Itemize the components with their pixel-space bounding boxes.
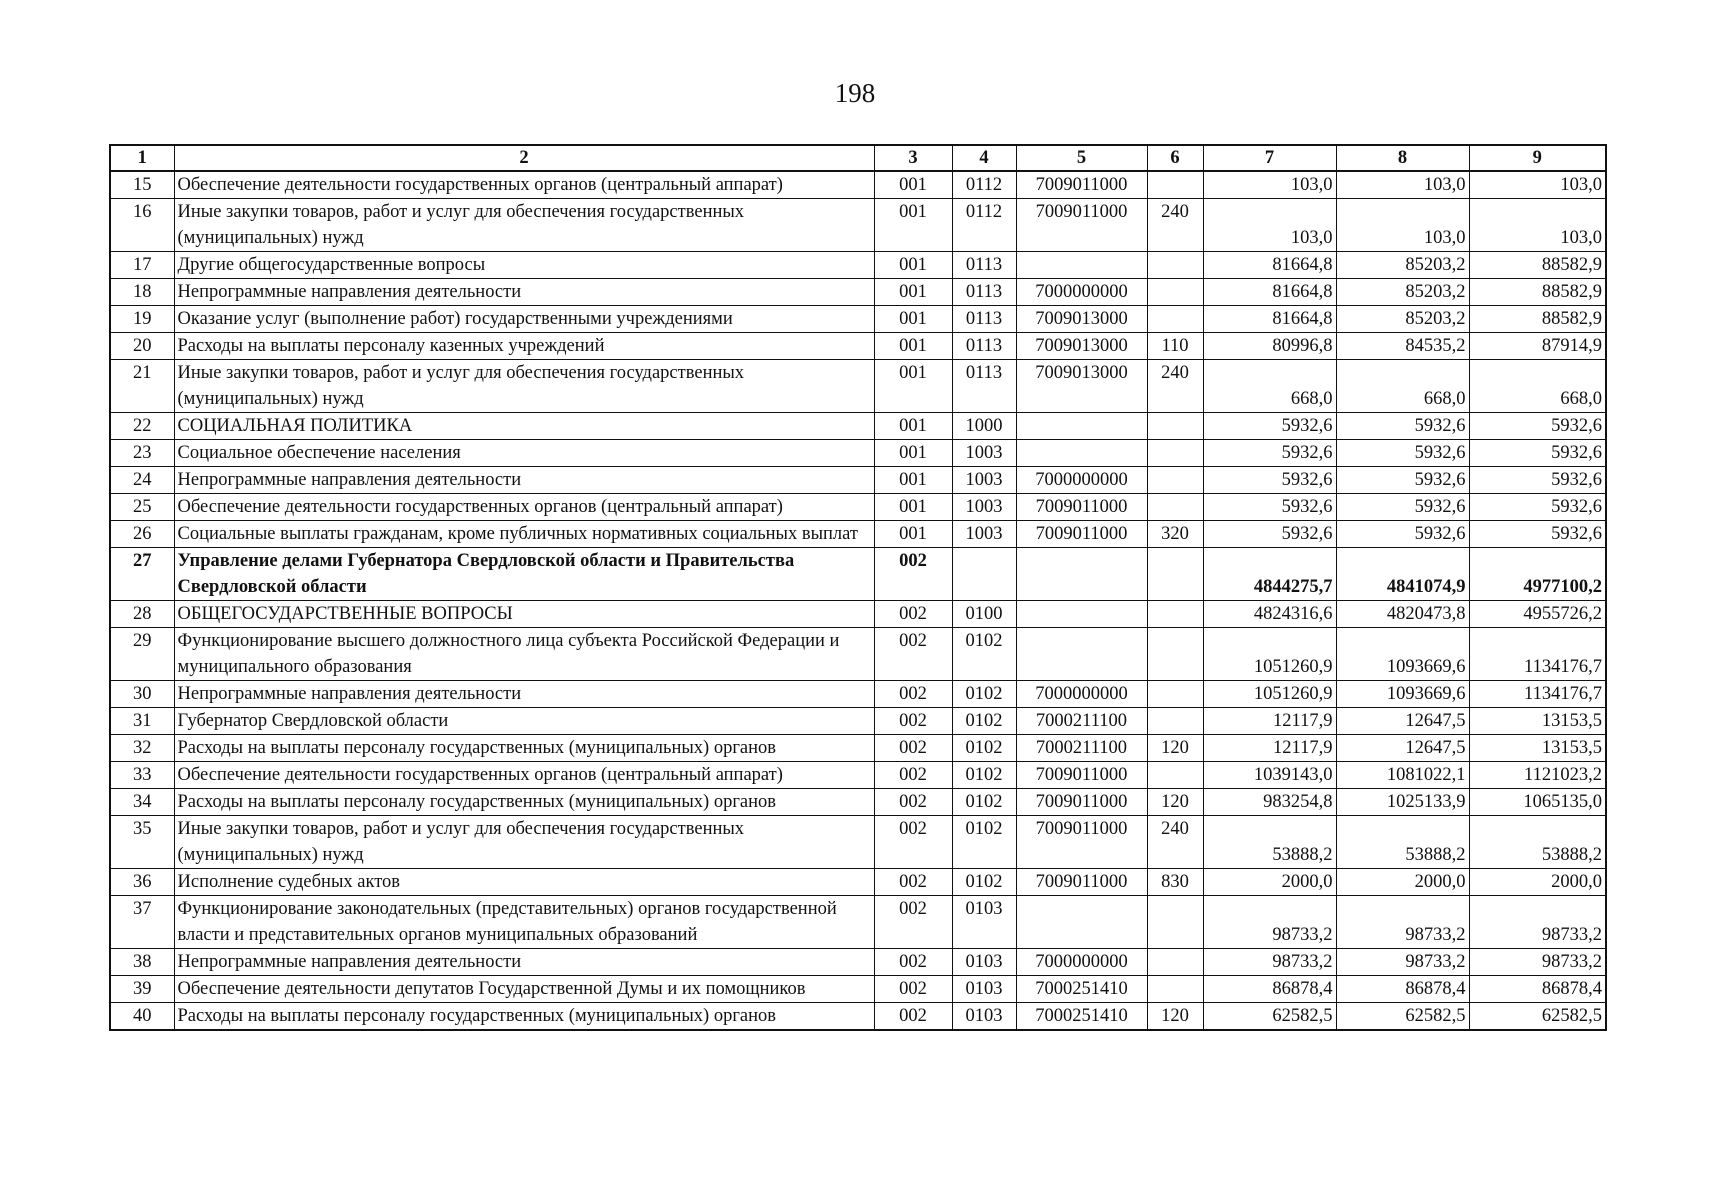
item-name-cell: Расходы на выплаты персоналу государственных (муниципальных) органов — [174, 1003, 874, 1031]
amount-cell-year1: 5932,6 — [1203, 467, 1336, 494]
amount-cell-year1: 5932,6 — [1203, 521, 1336, 548]
amount-cell-year1: 1051260,9 — [1203, 681, 1336, 708]
expense-type-cell — [1147, 467, 1203, 494]
amount-cell-year3: 87914,9 — [1469, 333, 1606, 360]
target-code-cell: 7009011000 — [1016, 789, 1147, 816]
item-name-cell: Социальное обеспечение населения — [174, 440, 874, 467]
item-name-cell: Иные закупки товаров, работ и услуг для обеспечения государственных (муниципальных) нужд — [174, 360, 874, 413]
column-header: 4 — [952, 145, 1016, 171]
table-row — [110, 199, 1606, 252]
section-code-cell: 1003 — [952, 494, 1016, 521]
table-row — [110, 171, 1606, 199]
expense-type-cell — [1147, 279, 1203, 306]
amount-cell-year1: 98733,2 — [1203, 949, 1336, 976]
expense-type-cell — [1147, 896, 1203, 949]
target-code-cell — [1016, 628, 1147, 681]
table-row — [110, 440, 1606, 467]
target-code-cell: 7009013000 — [1016, 333, 1147, 360]
amount-cell-year1: 12117,9 — [1203, 735, 1336, 762]
expense-type-cell — [1147, 413, 1203, 440]
ministry-code-cell: 002 — [874, 789, 952, 816]
section-code-cell: 0102 — [952, 735, 1016, 762]
column-header: 5 — [1016, 145, 1147, 171]
item-name-cell: Губернатор Свердловской области — [174, 708, 874, 735]
expense-type-cell — [1147, 681, 1203, 708]
section-code-cell: 0103 — [952, 896, 1016, 949]
amount-cell-year2: 1093669,6 — [1336, 628, 1469, 681]
expense-type-cell — [1147, 252, 1203, 279]
section-code-cell: 0102 — [952, 681, 1016, 708]
amount-cell-year2: 1081022,1 — [1336, 762, 1469, 789]
table-row — [110, 708, 1606, 735]
amount-cell-year3: 88582,9 — [1469, 252, 1606, 279]
target-code-cell: 7000000000 — [1016, 279, 1147, 306]
amount-cell-year2: 98733,2 — [1336, 949, 1469, 976]
target-code-cell — [1016, 896, 1147, 949]
table-row — [110, 333, 1606, 360]
amount-cell-year1: 53888,2 — [1203, 816, 1336, 869]
expense-type-cell: 120 — [1147, 789, 1203, 816]
amount-cell-year1: 81664,8 — [1203, 279, 1336, 306]
row-number-cell: 24 — [110, 467, 174, 494]
amount-cell-year1: 81664,8 — [1203, 252, 1336, 279]
item-name-cell: Функционирование высшего должностного лица субъекта Российской Федерации и муниципального образования — [174, 628, 874, 681]
target-code-cell: 7009011000 — [1016, 869, 1147, 896]
section-code-cell: 1003 — [952, 440, 1016, 467]
section-code-cell: 0113 — [952, 306, 1016, 333]
expense-type-cell: 240 — [1147, 816, 1203, 869]
amount-cell-year2: 12647,5 — [1336, 735, 1469, 762]
section-code-cell: 0113 — [952, 333, 1016, 360]
amount-cell-year3: 88582,9 — [1469, 306, 1606, 333]
expense-type-cell: 240 — [1147, 360, 1203, 413]
amount-cell-year1: 983254,8 — [1203, 789, 1336, 816]
ministry-code-cell: 002 — [874, 816, 952, 869]
ministry-code-cell: 002 — [874, 708, 952, 735]
amount-cell-year2: 1025133,9 — [1336, 789, 1469, 816]
amount-cell-year3: 5932,6 — [1469, 467, 1606, 494]
section-code-cell: 0102 — [952, 789, 1016, 816]
table-row — [110, 976, 1606, 1003]
item-name-cell: Непрограммные направления деятельности — [174, 681, 874, 708]
item-name-cell: Функционирование законодательных (представительных) органов государственной власти и представительных органов муниципальных образований — [174, 896, 874, 949]
item-name-cell: Управление делами Губернатора Свердловской области и Правительства Свердловской области — [174, 548, 874, 601]
row-number-cell: 39 — [110, 976, 174, 1003]
ministry-code-cell: 002 — [874, 735, 952, 762]
item-name-cell: СОЦИАЛЬНАЯ ПОЛИТИКА — [174, 413, 874, 440]
amount-cell-year2: 4820473,8 — [1336, 601, 1469, 628]
row-number-cell: 30 — [110, 681, 174, 708]
amount-cell-year1: 668,0 — [1203, 360, 1336, 413]
item-name-cell: Исполнение судебных актов — [174, 869, 874, 896]
target-code-cell: 7000251410 — [1016, 976, 1147, 1003]
target-code-cell — [1016, 440, 1147, 467]
row-number-cell: 16 — [110, 199, 174, 252]
row-number-cell: 19 — [110, 306, 174, 333]
ministry-code-cell: 002 — [874, 1003, 952, 1031]
row-number-cell: 15 — [110, 171, 174, 199]
column-header: 9 — [1469, 145, 1606, 171]
amount-cell-year1: 5932,6 — [1203, 494, 1336, 521]
ministry-code-cell: 002 — [874, 949, 952, 976]
table-row — [110, 869, 1606, 896]
amount-cell-year3: 13153,5 — [1469, 708, 1606, 735]
ministry-code-cell: 001 — [874, 171, 952, 199]
amount-cell-year3: 98733,2 — [1469, 949, 1606, 976]
amount-cell-year3: 4977100,2 — [1469, 548, 1606, 601]
section-code-cell: 0113 — [952, 279, 1016, 306]
item-name-cell: Расходы на выплаты персоналу казенных учреждений — [174, 333, 874, 360]
table-row — [110, 360, 1606, 413]
amount-cell-year3: 1121023,2 — [1469, 762, 1606, 789]
table-row — [110, 896, 1606, 949]
ministry-code-cell: 002 — [874, 548, 952, 601]
row-number-cell: 25 — [110, 494, 174, 521]
ministry-code-cell: 001 — [874, 199, 952, 252]
budget-table — [109, 144, 1607, 1031]
amount-cell-year3: 103,0 — [1469, 171, 1606, 199]
section-code-cell: 0102 — [952, 869, 1016, 896]
amount-cell-year2: 85203,2 — [1336, 252, 1469, 279]
target-code-cell: 7000211100 — [1016, 708, 1147, 735]
header-row — [110, 145, 1606, 171]
amount-cell-year3: 53888,2 — [1469, 816, 1606, 869]
section-code-cell: 0112 — [952, 199, 1016, 252]
amount-cell-year3: 668,0 — [1469, 360, 1606, 413]
table-row — [110, 601, 1606, 628]
item-name-cell: Обеспечение деятельности государственных органов (центральный аппарат) — [174, 762, 874, 789]
expense-type-cell — [1147, 171, 1203, 199]
section-code-cell: 0103 — [952, 949, 1016, 976]
item-name-cell: Социальные выплаты гражданам, кроме публичных нормативных социальных выплат — [174, 521, 874, 548]
column-header: 3 — [874, 145, 952, 171]
amount-cell-year2: 53888,2 — [1336, 816, 1469, 869]
ministry-code-cell: 002 — [874, 681, 952, 708]
amount-cell-year3: 62582,5 — [1469, 1003, 1606, 1031]
section-code-cell: 0113 — [952, 360, 1016, 413]
section-code-cell: 0102 — [952, 816, 1016, 869]
table-row — [110, 467, 1606, 494]
column-header: 7 — [1203, 145, 1336, 171]
column-header: 2 — [174, 145, 874, 171]
amount-cell-year3: 1065135,0 — [1469, 789, 1606, 816]
ministry-code-cell: 002 — [874, 601, 952, 628]
table-row — [110, 521, 1606, 548]
ministry-code-cell: 002 — [874, 869, 952, 896]
amount-cell-year1: 4844275,7 — [1203, 548, 1336, 601]
expense-type-cell — [1147, 440, 1203, 467]
target-code-cell: 7000251410 — [1016, 1003, 1147, 1031]
amount-cell-year1: 86878,4 — [1203, 976, 1336, 1003]
amount-cell-year2: 103,0 — [1336, 171, 1469, 199]
amount-cell-year2: 5932,6 — [1336, 440, 1469, 467]
expense-type-cell — [1147, 949, 1203, 976]
expense-type-cell — [1147, 548, 1203, 601]
item-name-cell: Обеспечение деятельности государственных органов (центральный аппарат) — [174, 494, 874, 521]
amount-cell-year1: 5932,6 — [1203, 440, 1336, 467]
item-name-cell: Расходы на выплаты персоналу государственных (муниципальных) органов — [174, 735, 874, 762]
item-name-cell: Иные закупки товаров, работ и услуг для обеспечения государственных (муниципальных) нужд — [174, 816, 874, 869]
item-name-cell: Непрограммные направления деятельности — [174, 467, 874, 494]
table-row — [110, 413, 1606, 440]
amount-cell-year1: 1039143,0 — [1203, 762, 1336, 789]
amount-cell-year2: 4841074,9 — [1336, 548, 1469, 601]
amount-cell-year1: 80996,8 — [1203, 333, 1336, 360]
amount-cell-year2: 85203,2 — [1336, 306, 1469, 333]
item-name-cell: Оказание услуг (выполнение работ) государственными учреждениями — [174, 306, 874, 333]
amount-cell-year3: 2000,0 — [1469, 869, 1606, 896]
table-row — [110, 735, 1606, 762]
ministry-code-cell: 001 — [874, 252, 952, 279]
table-row — [110, 789, 1606, 816]
item-name-cell: Обеспечение деятельности государственных органов (центральный аппарат) — [174, 171, 874, 199]
section-code-cell — [952, 548, 1016, 601]
row-number-cell: 35 — [110, 816, 174, 869]
item-name-cell: Обеспечение деятельности депутатов Государственной Думы и их помощников — [174, 976, 874, 1003]
amount-cell-year3: 98733,2 — [1469, 896, 1606, 949]
amount-cell-year3: 103,0 — [1469, 199, 1606, 252]
expense-type-cell — [1147, 601, 1203, 628]
section-code-cell: 0100 — [952, 601, 1016, 628]
ministry-code-cell: 002 — [874, 896, 952, 949]
item-name-cell: Иные закупки товаров, работ и услуг для обеспечения государственных (муниципальных) нужд — [174, 199, 874, 252]
amount-cell-year3: 5932,6 — [1469, 521, 1606, 548]
row-number-cell: 20 — [110, 333, 174, 360]
table-row — [110, 1003, 1606, 1031]
expense-type-cell: 110 — [1147, 333, 1203, 360]
target-code-cell — [1016, 548, 1147, 601]
table-row — [110, 628, 1606, 681]
section-code-cell: 1000 — [952, 413, 1016, 440]
amount-cell-year3: 88582,9 — [1469, 279, 1606, 306]
amount-cell-year1: 2000,0 — [1203, 869, 1336, 896]
page-number: 198 — [834, 78, 876, 108]
amount-cell-year3: 4955726,2 — [1469, 601, 1606, 628]
amount-cell-year2: 5932,6 — [1336, 467, 1469, 494]
amount-cell-year2: 85203,2 — [1336, 279, 1469, 306]
amount-cell-year1: 98733,2 — [1203, 896, 1336, 949]
row-number-cell: 33 — [110, 762, 174, 789]
target-code-cell — [1016, 252, 1147, 279]
table-body — [110, 171, 1606, 1030]
table-row — [110, 494, 1606, 521]
expense-type-cell — [1147, 494, 1203, 521]
amount-cell-year1: 81664,8 — [1203, 306, 1336, 333]
row-number-cell: 36 — [110, 869, 174, 896]
table-row — [110, 816, 1606, 869]
row-number-cell: 40 — [110, 1003, 174, 1031]
ministry-code-cell: 001 — [874, 440, 952, 467]
expense-type-cell: 120 — [1147, 735, 1203, 762]
row-number-cell: 32 — [110, 735, 174, 762]
column-header: 6 — [1147, 145, 1203, 171]
amount-cell-year2: 86878,4 — [1336, 976, 1469, 1003]
table-row — [110, 762, 1606, 789]
amount-cell-year1: 4824316,6 — [1203, 601, 1336, 628]
section-code-cell: 0102 — [952, 708, 1016, 735]
expense-type-cell — [1147, 628, 1203, 681]
table-row — [110, 681, 1606, 708]
amount-cell-year2: 2000,0 — [1336, 869, 1469, 896]
amount-cell-year1: 5932,6 — [1203, 413, 1336, 440]
table-row — [110, 306, 1606, 333]
target-code-cell: 7000000000 — [1016, 681, 1147, 708]
expense-type-cell: 240 — [1147, 199, 1203, 252]
amount-cell-year2: 5932,6 — [1336, 494, 1469, 521]
table-row — [110, 279, 1606, 306]
amount-cell-year2: 84535,2 — [1336, 333, 1469, 360]
amount-cell-year2: 5932,6 — [1336, 413, 1469, 440]
amount-cell-year3: 5932,6 — [1469, 494, 1606, 521]
item-name-cell: ОБЩЕГОСУДАРСТВЕННЫЕ ВОПРОСЫ — [174, 601, 874, 628]
row-number-cell: 31 — [110, 708, 174, 735]
amount-cell-year2: 5932,6 — [1336, 521, 1469, 548]
amount-cell-year2: 98733,2 — [1336, 896, 1469, 949]
section-code-cell: 1003 — [952, 521, 1016, 548]
ministry-code-cell: 001 — [874, 413, 952, 440]
section-code-cell: 0113 — [952, 252, 1016, 279]
expense-type-cell — [1147, 306, 1203, 333]
section-code-cell: 0102 — [952, 628, 1016, 681]
amount-cell-year2: 103,0 — [1336, 199, 1469, 252]
target-code-cell: 7009011000 — [1016, 171, 1147, 199]
expense-type-cell: 120 — [1147, 1003, 1203, 1031]
amount-cell-year1: 103,0 — [1203, 199, 1336, 252]
row-number-cell: 37 — [110, 896, 174, 949]
section-code-cell: 0103 — [952, 1003, 1016, 1031]
amount-cell-year1: 62582,5 — [1203, 1003, 1336, 1031]
amount-cell-year3: 86878,4 — [1469, 976, 1606, 1003]
amount-cell-year2: 12647,5 — [1336, 708, 1469, 735]
ministry-code-cell: 001 — [874, 279, 952, 306]
ministry-code-cell: 002 — [874, 628, 952, 681]
amount-cell-year3: 13153,5 — [1469, 735, 1606, 762]
row-number-cell: 34 — [110, 789, 174, 816]
expense-type-cell — [1147, 708, 1203, 735]
row-number-cell: 17 — [110, 252, 174, 279]
target-code-cell: 7009011000 — [1016, 816, 1147, 869]
amount-cell-year1: 12117,9 — [1203, 708, 1336, 735]
target-code-cell: 7000211100 — [1016, 735, 1147, 762]
column-header: 1 — [110, 145, 174, 171]
amount-cell-year3: 1134176,7 — [1469, 628, 1606, 681]
table-row — [110, 949, 1606, 976]
target-code-cell: 7000000000 — [1016, 949, 1147, 976]
amount-cell-year3: 1134176,7 — [1469, 681, 1606, 708]
target-code-cell: 7009011000 — [1016, 494, 1147, 521]
ministry-code-cell: 001 — [874, 360, 952, 413]
amount-cell-year1: 1051260,9 — [1203, 628, 1336, 681]
row-number-cell: 21 — [110, 360, 174, 413]
row-number-cell: 27 — [110, 548, 174, 601]
expense-type-cell — [1147, 976, 1203, 1003]
amount-cell-year1: 103,0 — [1203, 171, 1336, 199]
target-code-cell: 7009013000 — [1016, 360, 1147, 413]
target-code-cell — [1016, 413, 1147, 440]
table-row — [110, 252, 1606, 279]
target-code-cell: 7000000000 — [1016, 467, 1147, 494]
column-header: 8 — [1336, 145, 1469, 171]
target-code-cell: 7009011000 — [1016, 762, 1147, 789]
amount-cell-year2: 1093669,6 — [1336, 681, 1469, 708]
row-number-cell: 23 — [110, 440, 174, 467]
ministry-code-cell: 002 — [874, 762, 952, 789]
item-name-cell: Расходы на выплаты персоналу государственных (муниципальных) органов — [174, 789, 874, 816]
amount-cell-year2: 668,0 — [1336, 360, 1469, 413]
ministry-code-cell: 001 — [874, 333, 952, 360]
section-code-cell: 0103 — [952, 976, 1016, 1003]
ministry-code-cell: 001 — [874, 521, 952, 548]
table-row — [110, 548, 1606, 601]
expense-type-cell: 830 — [1147, 869, 1203, 896]
row-number-cell: 26 — [110, 521, 174, 548]
amount-cell-year3: 5932,6 — [1469, 440, 1606, 467]
ministry-code-cell: 001 — [874, 306, 952, 333]
expense-type-cell: 320 — [1147, 521, 1203, 548]
row-number-cell: 28 — [110, 601, 174, 628]
section-code-cell: 0102 — [952, 762, 1016, 789]
ministry-code-cell: 002 — [874, 976, 952, 1003]
row-number-cell: 18 — [110, 279, 174, 306]
ministry-code-cell: 001 — [874, 467, 952, 494]
target-code-cell — [1016, 601, 1147, 628]
row-number-cell: 22 — [110, 413, 174, 440]
item-name-cell: Непрограммные направления деятельности — [174, 279, 874, 306]
section-code-cell: 1003 — [952, 467, 1016, 494]
row-number-cell: 29 — [110, 628, 174, 681]
item-name-cell: Другие общегосударственные вопросы — [174, 252, 874, 279]
target-code-cell: 7009011000 — [1016, 521, 1147, 548]
amount-cell-year3: 5932,6 — [1469, 413, 1606, 440]
section-code-cell: 0112 — [952, 171, 1016, 199]
expense-type-cell — [1147, 762, 1203, 789]
item-name-cell: Непрограммные направления деятельности — [174, 949, 874, 976]
target-code-cell: 7009013000 — [1016, 306, 1147, 333]
target-code-cell: 7009011000 — [1016, 199, 1147, 252]
row-number-cell: 38 — [110, 949, 174, 976]
ministry-code-cell: 001 — [874, 494, 952, 521]
amount-cell-year2: 62582,5 — [1336, 1003, 1469, 1031]
